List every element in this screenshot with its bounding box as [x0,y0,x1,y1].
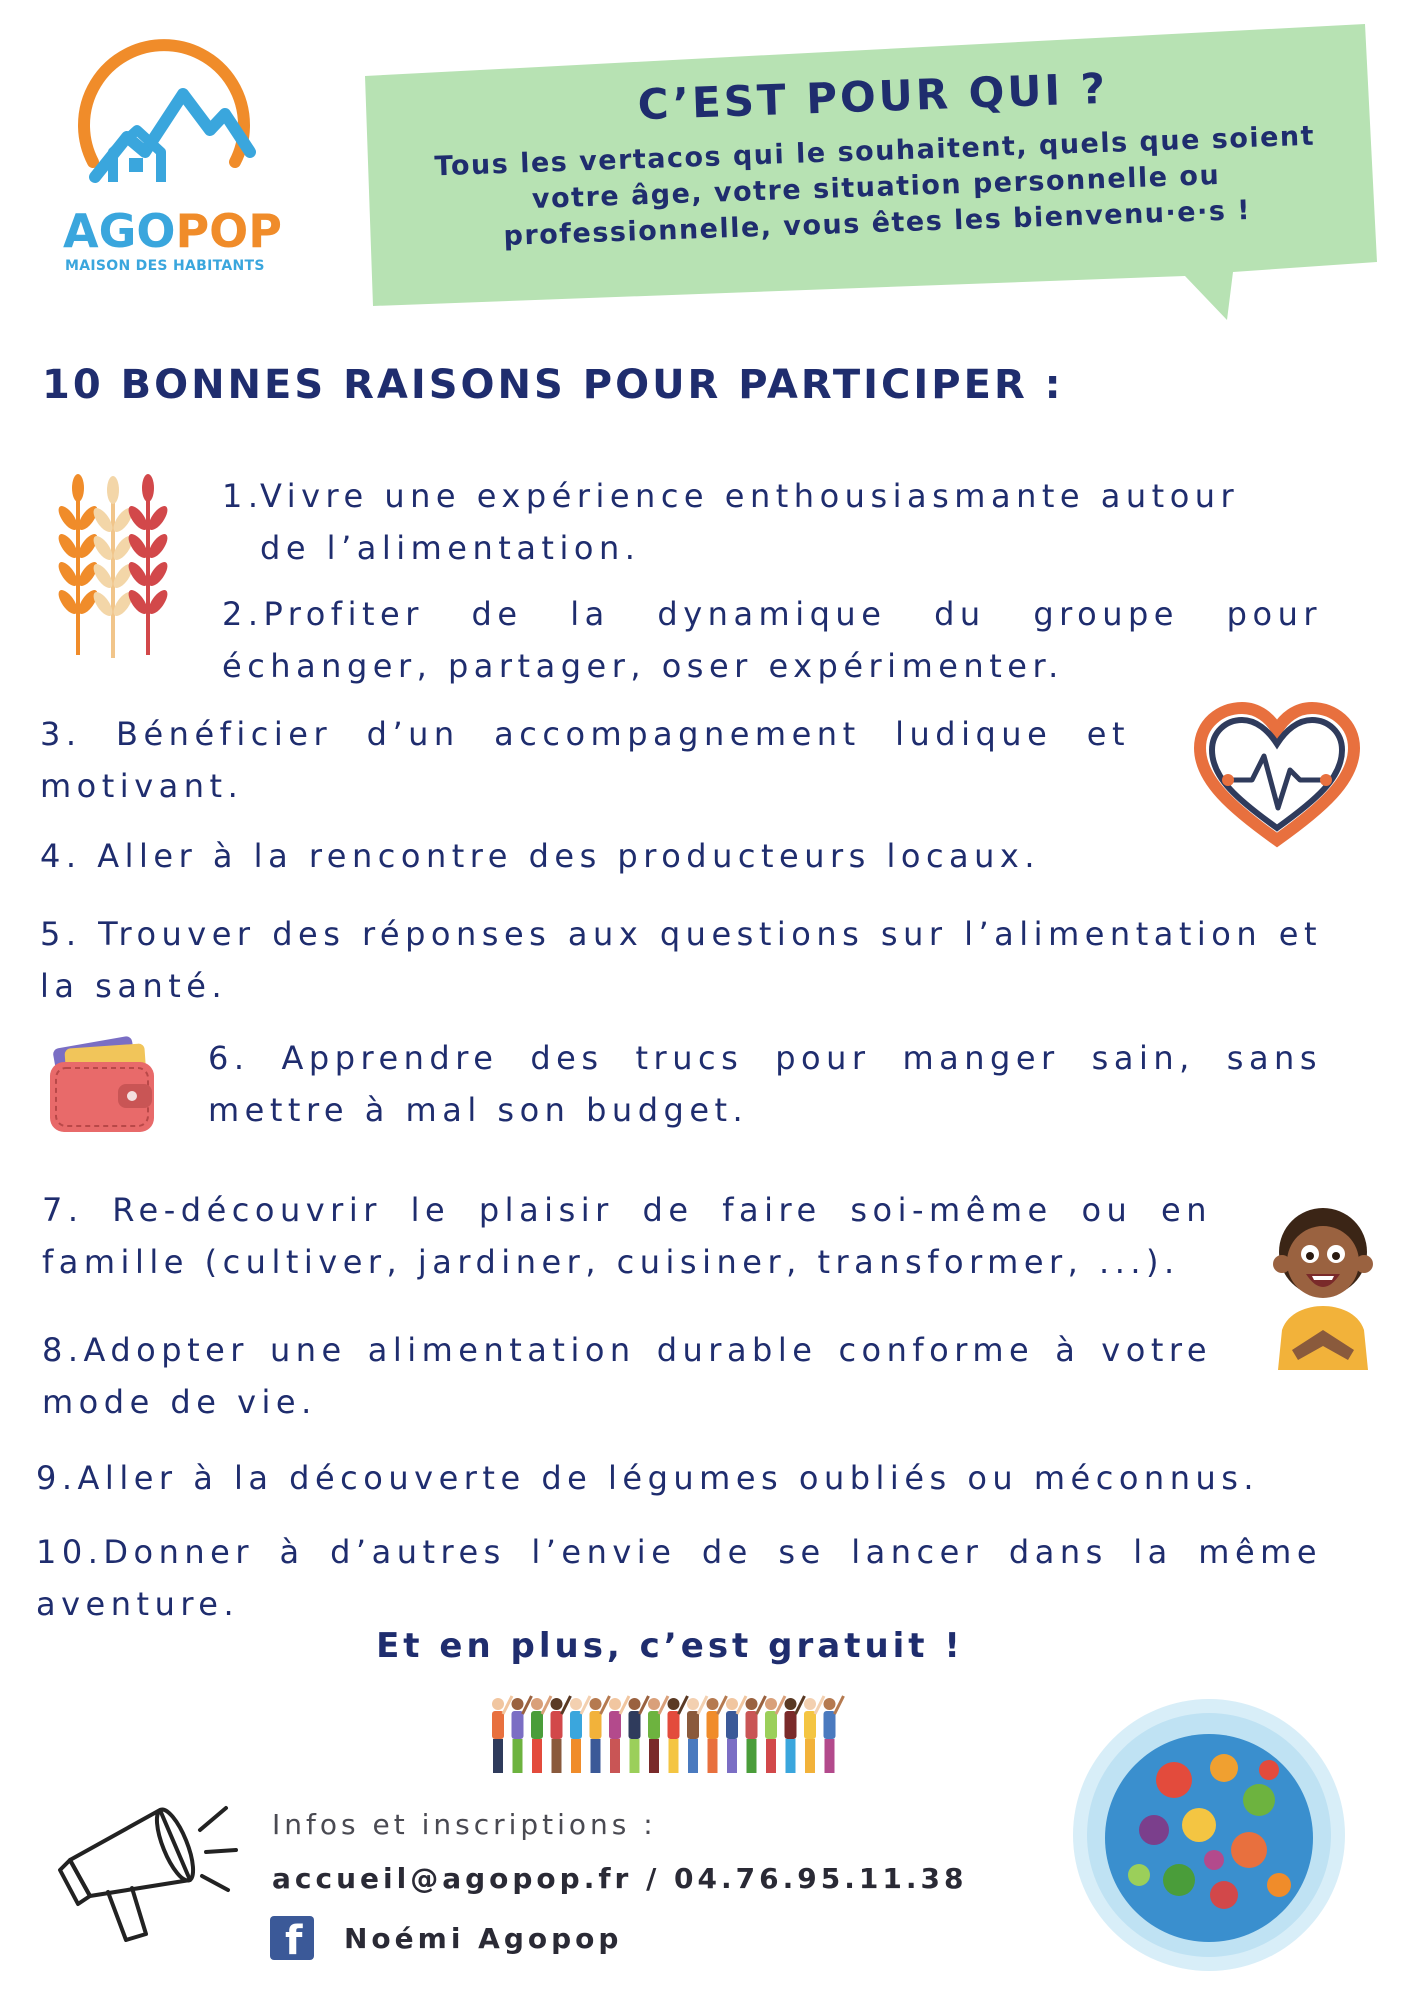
crowd-person [746,1696,766,1773]
crowd-person [609,1696,629,1773]
free-notice: Et en plus, c’est gratuit ! [376,1626,964,1666]
reason-9: 9.Aller à la découverte de légumes oubliés ou méconnus. [36,1459,1260,1497]
crowd-person [531,1696,551,1773]
wallet-icon [42,1030,162,1140]
logo-brand: AGOPOP [63,204,283,258]
agopop-logo [55,32,283,282]
wheat-icon [48,470,178,660]
crowd-person [804,1696,824,1773]
child-illustration-icon [1268,1180,1378,1370]
crowd-person [648,1696,668,1773]
speech-bubble [365,24,1385,304]
crowd-person [590,1696,610,1773]
crowd-person [570,1696,590,1773]
reason-10: 10.Donner à d’autres l’envie de se lancer dans la même aventure. [36,1533,1322,1623]
facebook-icon[interactable]: f [270,1916,314,1960]
reason-4: 4. Aller à la rencontre des producteurs locaux. [40,837,1041,875]
contact-email-phone[interactable]: accueil@agopop.fr / 04.76.95.11.38 [272,1862,968,1895]
heartbeat-icon [1192,700,1362,850]
crowd-person [707,1696,727,1773]
reason-1-line1: Vivre une expérience enthousiasmante autour [260,477,1240,515]
crowd-person [668,1696,688,1773]
crowd-person [726,1696,746,1773]
crowd-person [492,1696,512,1773]
reason-2: 2.Profiter de la dynamique du groupe pour échanger, partager, oser expérimenter. [222,595,1322,685]
house-mountain-logo-icon [65,32,265,202]
reason-3: 3. Bénéficier d’un accompagnement ludique et motivant. [40,715,1130,805]
page-title: 10 BONNES RAISONS POUR PARTICIPER : [42,362,1064,408]
crowd-person [687,1696,707,1773]
reason-1-number: 1. [222,477,264,515]
crowd-person [765,1696,785,1773]
reason-8: 8.Adopter une alimentation durable conforme à votre mode de vie. [42,1331,1212,1421]
reason-6: 6. Apprendre des trucs pour manger sain, sans mettre à mal son budget. [208,1039,1322,1129]
crowd-person [785,1696,805,1773]
crowd-person [512,1696,532,1773]
bubble-title: C’EST POUR QUI ? [636,63,1109,130]
bubble-text: Tous les vertacos qui le souhaitent, quels que soient votre âge, votre situation personnelle ou professionnelle, vous êtes les bienvenu·e·s ! [434,120,1316,253]
crowd-person [629,1696,649,1773]
crowd-person [824,1696,844,1773]
reason-1 [222,470,1322,574]
reason-5: 5. Trouver des réponses aux questions sur l’alimentation et la santé. [40,915,1322,1005]
crowd-icon [488,1690,848,1780]
logo-subtitle: MAISON DES HABITANTS [65,258,265,274]
crowd-person [551,1696,571,1773]
reason-1-line2: de l’alimentation. [260,529,641,567]
megaphone-icon [50,1780,240,1950]
reason-7: 7. Re-découvrir le plaisir de faire soi-même ou en famille (cultiver, jardiner, cuisiner, transformer, ...). [42,1191,1212,1281]
contact-label: Infos et inscriptions : [272,1808,657,1841]
facebook-row[interactable] [270,1914,622,1962]
facebook-name[interactable]: Noémi Agopop [344,1921,623,1955]
vegetable-globe-icon [1064,1690,1354,1980]
